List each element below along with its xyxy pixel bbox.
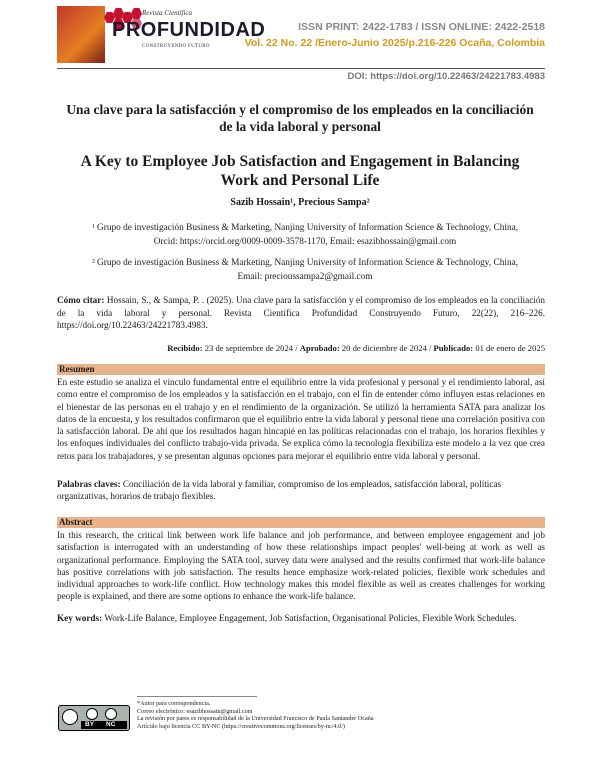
cc-nc-text: NC: [106, 721, 116, 728]
published-date: 01 de enero de 2025: [475, 343, 545, 353]
journal-logo-text: PROFUNDIDAD: [112, 19, 266, 41]
affiliation-2-line2: Email: precioussampa2@gmail.com: [237, 271, 373, 282]
doi-link[interactable]: DOI: https://doi.org/10.22463/24221783.4983: [347, 71, 545, 82]
approved-label: Aprobado:: [299, 343, 340, 353]
cc-license-badge[interactable]: [58, 705, 130, 731]
footer-notes: [137, 700, 374, 730]
keywords: [57, 612, 545, 624]
by-icon: [86, 708, 98, 720]
abstract-text: In this research, the critical link between work life balance and job performance, and between employee engagement and job satisfaction is interrogated with an understanding of how these relationships impact peoples' well-being at work as well as organizational performance. Employing the SATA tool, survey data were analysed and the results confirmed that work-life balance has positive correlations with job satisfaction. The results hence emphasize work-related policies, flexible work schedules and individual approaches to work-life conflict. How technology makes this model flexible as well as creates challenges for working people is explained, and there are some options to enhance the work-life balance.: [57, 530, 545, 602]
footer-corresponding: *Autor para correspondencia.: [137, 700, 211, 707]
nc-icon: [105, 708, 117, 720]
palabras-clave-label: Palabras claves:: [57, 479, 121, 489]
header-divider: [57, 68, 545, 69]
footer-divider: [137, 696, 257, 697]
keywords-text: Work-Life Balance, Employee Engagement, Job Satisfaction, Organisational Policies, Flexible Work Schedules.: [104, 613, 517, 623]
title-english: A Key to Employee Job Satisfaction and Engagement in Balancing Work and Personal Life: [80, 153, 520, 189]
volume-line: Vol. 22 No. 22 /Enero-Junio 2025/p.216-226 Ocaña, Colombia: [244, 37, 545, 49]
received-date: 23 de septiembre de 2024: [204, 343, 294, 353]
footer-license: Artículo bajo licencia CC BY-NC (https://creativecommons.org/licenses/by-nc/4.0/): [137, 722, 345, 730]
palabras-clave: [57, 478, 545, 503]
cc-by-text: BY: [85, 721, 95, 728]
affiliation-2-line1: ² Grupo de investigación Business & Marketing, Nanjing University of Information Science & Technology, China,: [91, 258, 519, 268]
published-label: Publicado:: [433, 343, 474, 353]
cc-badge-terms: [81, 721, 127, 729]
received-label: Recibido:: [167, 343, 203, 353]
title-spanish: Una clave para la satisfacción y el compromiso de los empleados en la conciliación de la vida laboral y personal: [66, 102, 534, 134]
logo-tagline: Revista Científica: [142, 9, 192, 17]
citation-block: [57, 294, 545, 332]
affiliation-1-line1: ¹ Grupo de investigación Business & Marketing, Nanjing University of Information Science & Technology, China,: [91, 223, 519, 233]
citation-label: Cómo citar:: [57, 295, 105, 305]
logo-subtitle: CONSTRUYENDO FUTURO: [142, 44, 210, 49]
abstract-heading: Abstract: [57, 517, 545, 528]
affiliation-1-line2: Orcid: https://orcid.org/0009-0009-3578-1170, Email: esazibhossain@gmail.com: [153, 236, 457, 247]
footer-peer-review: La revisión por pares es responsabilidad de la Universidad Francisco de Paula Santander Ocaña: [137, 715, 374, 723]
approved-date: 20 de diciembre de 2024: [341, 343, 427, 353]
resumen-heading: Resumen: [57, 364, 545, 375]
citation-text: Hossain, S., & Sampa, P. . (2025). Una clave para la satisfacción y el compromiso de los empleados en la conciliación de la vida laboral y personal. Revista Científica Profundidad Construyendo Futuro, 22(22), 216–226. https://doi.org/10.22463/24221783.4983.: [57, 295, 546, 330]
keywords-label: Key words:: [57, 613, 103, 623]
journal-logo-photo: [57, 6, 105, 63]
affiliation-2: [75, 257, 535, 284]
affiliation-1: [75, 222, 535, 249]
resumen-text: En este estudio se analiza el vínculo fundamental entre el equilibrio entre la vida profesional y personal y el rendimiento laboral, así como entre el compromiso de los empleados y la satisfacción en el trabajo, con el fin de entender cómo influyen estas relaciones en el bienestar de las personas en el trabajo y en el rendimiento de la organización. Se utilizó la herramienta SATA para analizar los datos de la encuesta, y los resultados confirmaron que el equilibrio entre la vida laboral y personal tiene una correlación positiva con la satisfacción laboral. De ahí que los resultados hagan hincapié en las políticas relacionadas con el trabajo, los horarios flexibles y los enfoques individuales del conflicto trabajo-vida privada. Se explica cómo la tecnología flexibiliza este modelo a la vez que crea retos para los trabajadores, y se presentan algunas opciones para mejorar el equilibrio entre vida laboral y personal.: [57, 377, 545, 461]
cc-icon: [62, 709, 78, 725]
authors-line: Sazib Hossain¹, Precious Sampa²: [230, 197, 370, 208]
palabras-clave-text: Conciliación de la vida laboral y familiar, compromiso de los empleados, satisfacción laboral, políticas organizativas, horarios de trabajo flexibles.: [57, 479, 502, 502]
publication-dates: Recibido: 23 de septiembre de 2024 / Aprobado: 20 de diciembre de 2024 / Publicado: 01 de enero de 2025: [167, 343, 545, 353]
footer-email: Correo electrónico: esazibhossain@gmail.com: [137, 707, 253, 715]
issn-line: ISSN PRINT: 2422-1783 / ISSN ONLINE: 2422-2518: [298, 21, 545, 33]
